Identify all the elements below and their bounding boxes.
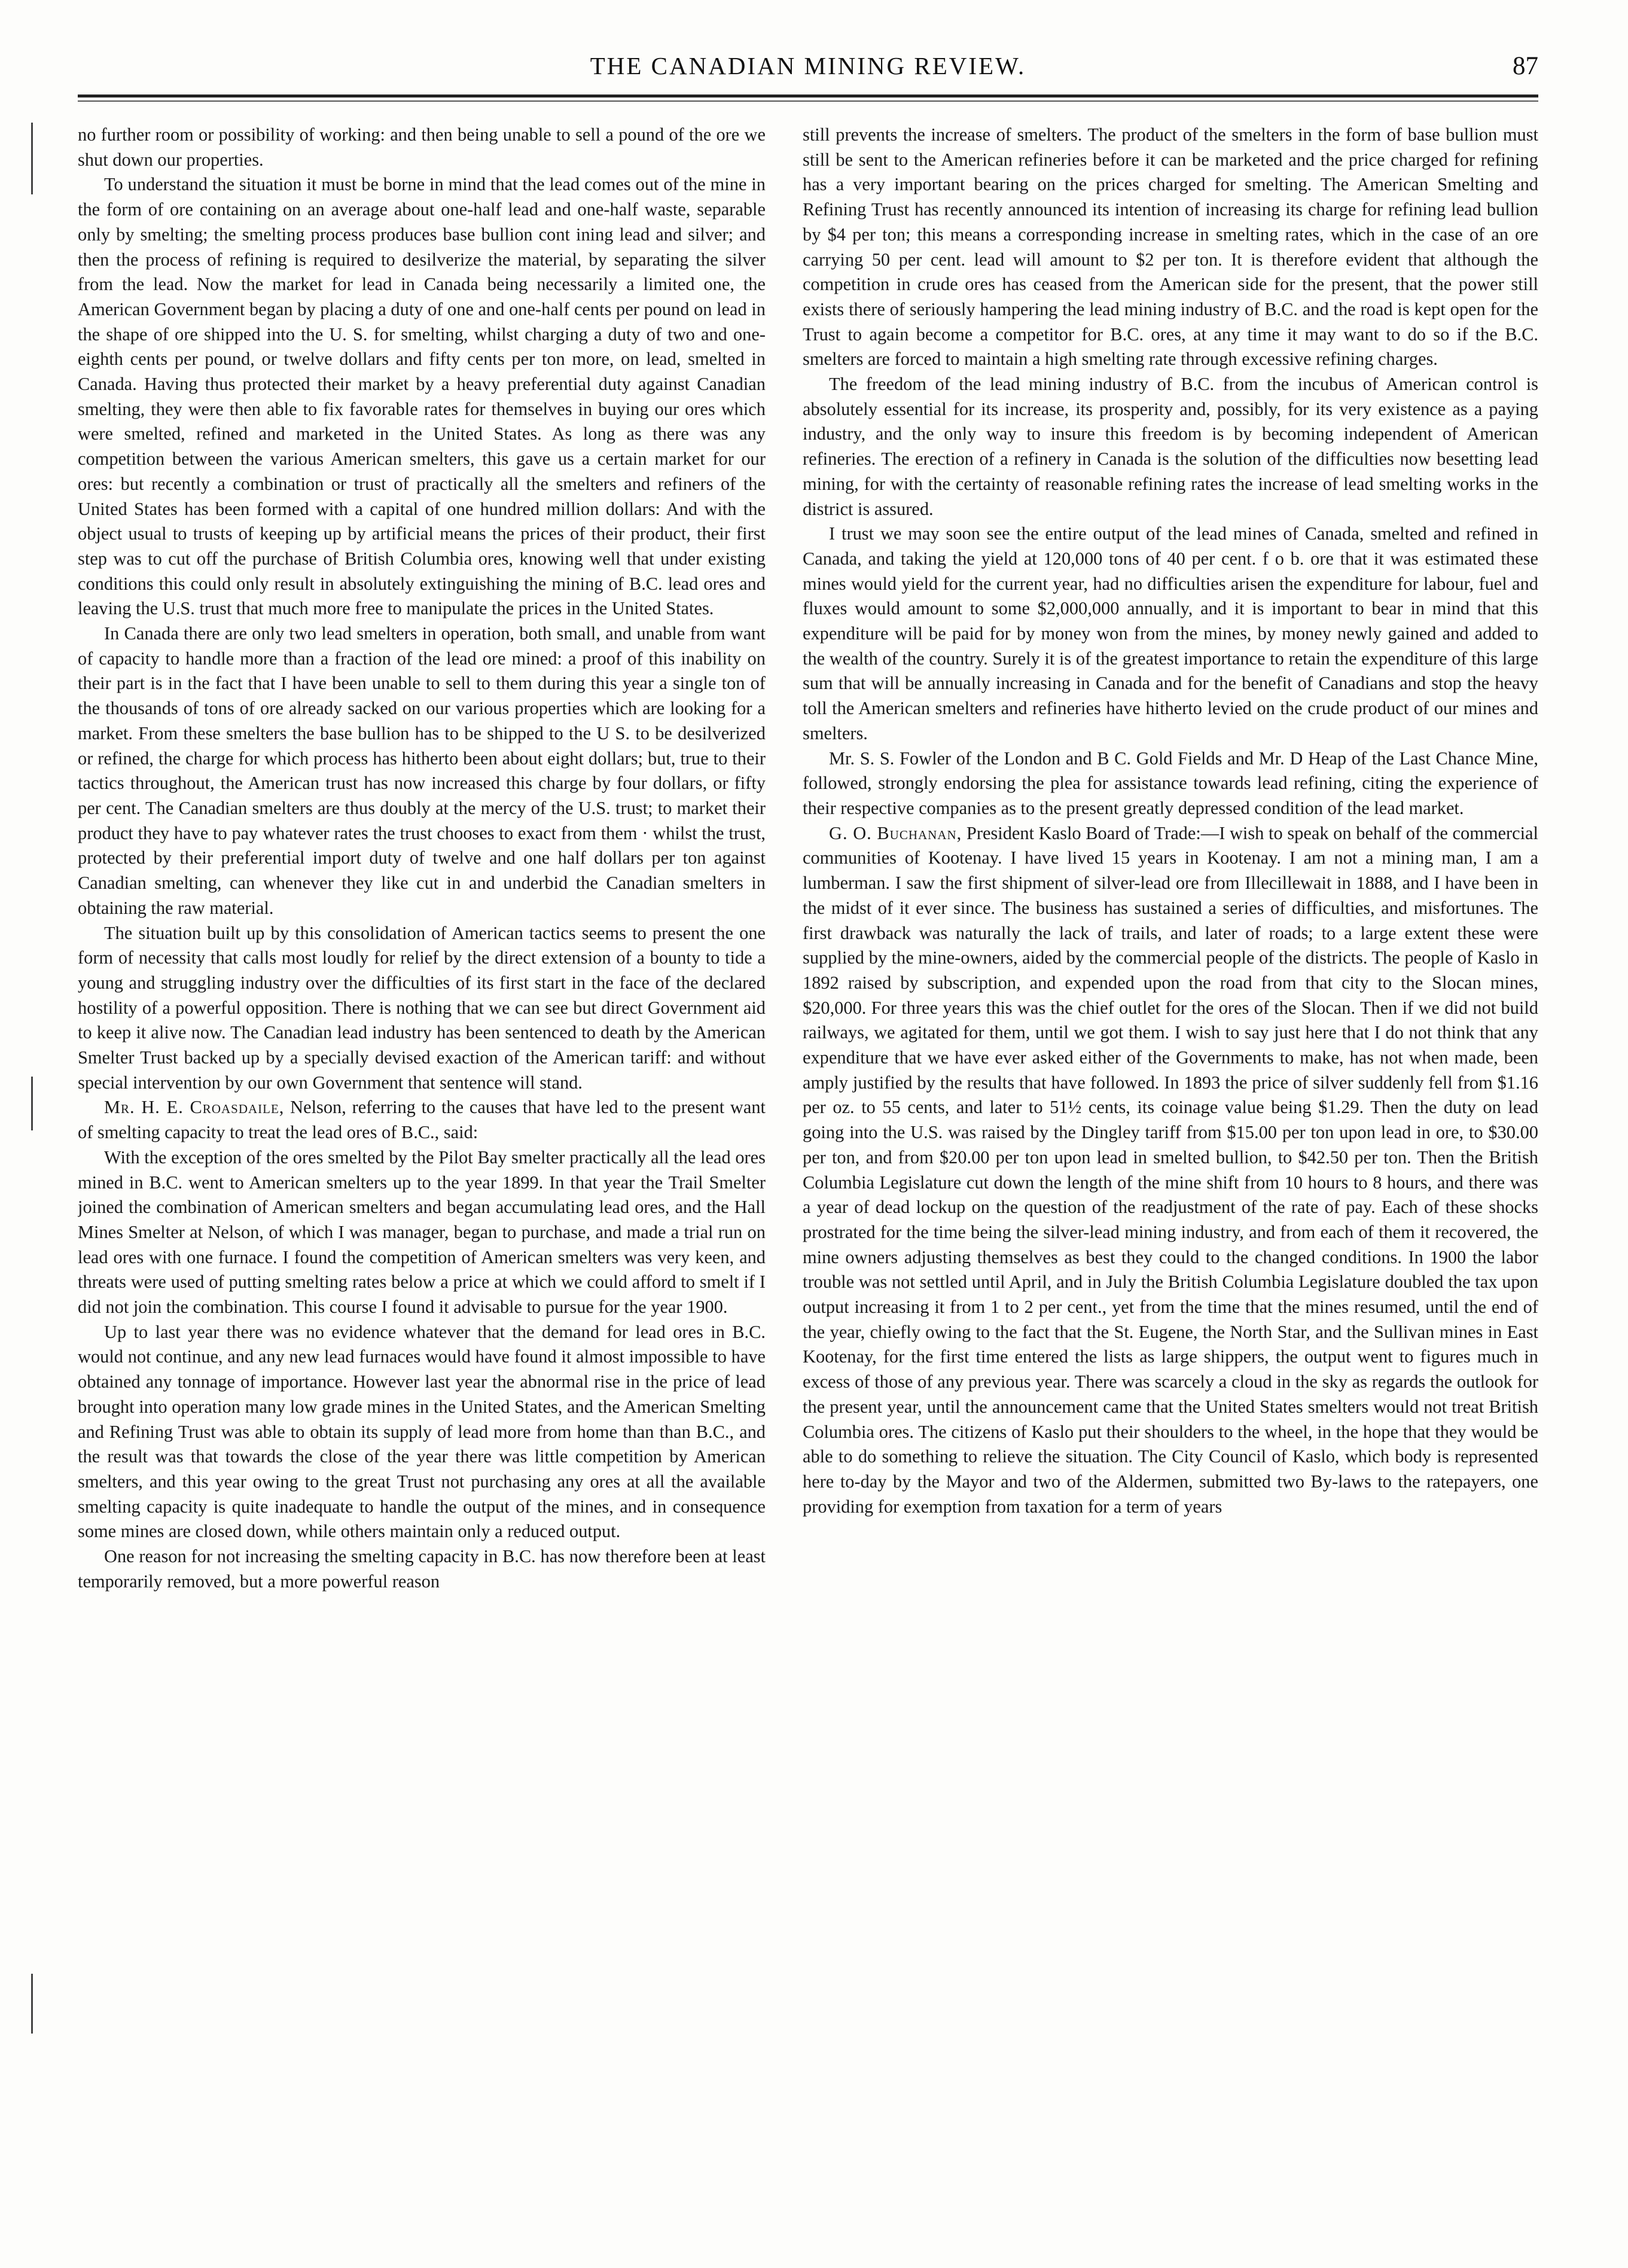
speaker-name: G. O. Buchanan, — [829, 822, 962, 843]
paragraph — [78, 1095, 766, 1145]
paragraph-text: President Kaslo Board of Trade:—I wish to speak on behalf of the commercial communities of Kootenay. I have lived 15 years in Kootenay. I am not a mining man, I am a lumberman. I saw the first shipment of silver-lead ore from Illecillewait in 1888, and I have been in the midst of it ever since. The business has sustained a series of difficulties, and misfortunes. The first drawback was naturally the lack of trails, and later of roads; to a large extent these were supplied by the mine-owners, aided by the commercial people of the districts. The people of Kaslo in 1892 raised by subscription, and expended upon the road from that city to the Slocan mines, $20,000. For three years this was the chief outlet for the ores of the Slocan. Then if we did not build railways, we agitated for them, until we got them. I wish to say just here that I do not think that any expenditure that we have ever asked either of the Governments to make, has not when made, been amply justified by the results that have followed. In 1893 the price of silver suddenly fell from $1.16 per oz. to 55 cents, and later to 51½ cents, its coinage value being $1.29. Then the duty on lead going into the U.S. was raised by the Dingley tariff from $15.00 per ton upon lead in ore, to $30.00 per ton, and from $20.00 per ton upon lead in smelted bullion, to $42.50 per ton. Then the British Columbia Legislature cut down the length of the mine shift from 10 hours to 8 hours, and there was a year of dead lockup on the question of the readjustment of the rate of pay. Each of these shocks prostrated for the time being the silver-lead mining industry, and from each of them it recovered, the mine owners adjusting themselves as best they could to the changed conditions. In 1900 the labor trouble was not settled until April, and in July the British Columbia Legislature doubled the tax upon output increasing it from 1 to 2 per cent., yet from the time that the mines resumed, until the end of the year, chiefly owing to the fact that the St. Eugene, the North Star, and the Sullivan mines in East Kootenay, for the first time entered the lists as large shippers, the output went to figures much in excess of those of any previous year. There was scarcely a cloud in the sky as regards the outlook for the present year, until the announcement came that the United States smelters would not treat British Columbia ores. The citizens of Kaslo put their shoulders to the wheel, in the hope that they would be able to do something to relieve the situation. The City Council of Kaslo, which body is represented here to-day by the Mayor and two of the Aldermen, submitted two By-laws to the ratepayers, one providing for exemption from taxation for a term of years — [803, 822, 1538, 1517]
paragraph — [803, 821, 1538, 1520]
masthead-title: THE CANADIAN MINING REVIEW. — [590, 52, 1026, 80]
right-column — [803, 123, 1538, 2234]
paragraph: Mr. S. S. Fowler of the London and B C. Gold Fields and Mr. D Heap of the Last Chance Mine, followed, strongly endorsing the plea for assistance towards lead refining, citing the experience of their respective companies as to the present greatly depressed condition of the lead market. — [803, 748, 1538, 818]
paragraph: Up to last year there was no evidence whatever that the demand for lead ores in B.C. would not continue, and any new lead furnaces would have found it almost impossible to have obtained any tonnage of importance. However last year the abnormal rise in the price of lead brought into operation many low grade mines in the United States, and the American Smelting and Refining Trust was able to obtain its supply of lead more from home than than B.C., and the result was that towards the close of the year there was little competition by American smelters, and this year owing to the great Trust not purchasing any ores at all the available smelting capacity is quite inadequate to handle the output of the mines, and in consequence some mines are closed down, while others maintain only a reduced output. — [78, 1321, 766, 1542]
page-header — [78, 43, 1538, 91]
header-rule — [78, 94, 1538, 97]
margin-mark — [31, 1974, 33, 2034]
paragraph: To understand the situation it must be borne in mind that the lead comes out of the mine in the form of ore containing on an average about one-half lead and one-half waste, separable only by smelting; the smelting process produces base bullion cont ining lead and silver; and then the process of refining is required to desilverize the material, by separating the silver from the lead. Now the market for lead in Canada being necessarily a limited one, the American Government began by placing a duty of one and one-half cents per pound on lead in the shape of ore shipped into the U. S. for smelting, whilst charging a duty of two and one-eighth cents per pound, or twelve dollars and fifty cents per ton more, on lead, smelted in Canada. Having thus protected their market by a heavy preferential duty against Canadian smelting, they were then able to fix favorable rates for themselves in buying our ores which were smelted, refined and marketed in the United States. As long as there was any competition between the various American smelters, this gave us a certain market for our ores: but recently a combination or trust of practically all the smelters and refiners of the United States has been formed with a capital of one hundred million dollars: And with the object usual to trusts of keeping up by artificial means the prices of their product, their first step was to cut off the purchase of British Columbia ores, knowing well that under existing conditions this could only result in absolutely extinguishing the mining of B.C. lead ores and leaving the U.S. trust that much more free to manipulate the prices in the United States. — [78, 174, 766, 619]
page-number: 87 — [1513, 52, 1538, 80]
paragraph: One reason for not increasing the smelting capacity in B.C. has now therefore been at least temporarily removed, but a more powerful reason — [78, 1546, 766, 1592]
margin-mark — [31, 1077, 33, 1130]
header-rule-thin — [78, 100, 1538, 102]
paragraph-text: Nelson, referring to the causes that have led to the present want of smelting capacity to treat the lead ores of B.C., said: — [78, 1097, 766, 1143]
speaker-name: Mr. H. E. Croasdaile, — [104, 1097, 285, 1118]
paragraph: The freedom of the lead mining industry of B.C. from the incubus of American control is absolutely essential for its increase, its prosperity and, possibly, for its very existence as a paying industry, and the only way to insure this freedom is by becoming independent of American refineries. The erection of a refinery in Canada is the solution of the difficulties now besetting lead mining, for with the certainty of reasonable refining rates the increase of lead smelting works in the district is assured. — [803, 374, 1538, 519]
paragraph: I trust we may soon see the entire output of the lead mines of Canada, smelted and refined in Canada, and taking the yield at 120,000 tons of 40 per cent. f o b. ore that it was estimated these mines would yield for the current year, had no difficulties arisen the expenditure for labour, fuel and fluxes would amount to some $2,000,000 annually, and it is important to bear in mind that this expenditure will be paid for by money won from the mines, by money newly gained and added to the wealth of the country. Surely it is of the greatest importance to retain the expenditure of this large sum that will be annually increasing in Canada and for the benefit of Canadians and stop the heavy toll the American smelters and refineries have hitherto levied on the crude product of our mines and smelters. — [803, 523, 1538, 743]
paragraph: The situation built up by this consolidation of American tactics seems to present the one form of necessity that calls most loudly for relief by the direct extension of a bounty to tide a young and struggling industry over the difficulties of its first start in the face of the declared hostility of a powerful opposition. There is nothing that we can see but direct Government aid to keep it alive now. The Canadian lead industry has been sentenced to death by the American Smelter Trust backed up by a specially devised exaction of the American tariff: and without special intervention by our own Government that sentence will stand. — [78, 922, 766, 1093]
paragraph: In Canada there are only two lead smelters in operation, both small, and unable from want of capacity to handle more than a fraction of the lead ore mined: a proof of this inability on their part is in the fact that I have been unable to sell to them during this year a single ton of the thousands of tons of ore already sacked on our various properties which are looking for a market. From these smelters the base bullion has to be shipped to the U S. to be desilverized or refined, the charge for which process has hitherto been about eight dollars; but, true to their tactics throughout, the American trust has now increased this charge by four dollars, or fifty per cent. The Canadian smelters are thus doubly at the mercy of the U.S. trust; to market their product they have to pay whatever rates the trust chooses to exact from them · whilst the trust, protected by their preferential import duty of twelve and one half dollars per ton against Canadian smelting, can whenever they like cut in and underbid the Canadian smelters in obtaining the raw material. — [78, 623, 766, 918]
paragraph: With the exception of the ores smelted by the Pilot Bay smelter practically all the lead ores mined in B.C. went to American smelters up to the year 1899. In that year the Trail Smelter joined the combination of American smelters and began accumulating lead ores, and the Hall Mines Smelter at Nelson, of which I was manager, began to purchase, and made a trial run on lead ores with one furnace. I found the competition of American smelters was very keen, and threats were used of putting smelting rates below a price at which we could afford to smelt if I did not join the combination. This course I found it advisable to pursue for the year 1900. — [78, 1147, 766, 1318]
left-column — [78, 123, 766, 2234]
paragraph: still prevents the increase of smelters. The product of the smelters in the form of base bullion must still be sent to the American refineries before it can be marketed and the price charged for refining has a very important bearing on the prices charged for smelting. The American Smelting and Refining Trust has recently announced its intention of increasing its charge for refining lead bullion by $4 per ton; this means a corresponding increase in smelting rates, which in the case of an ore carrying 50 per cent. lead will amount to $2 per ton. It is therefore evident that although the competition in crude ores has ceased from the American side for the present, that the power still exists there of seriously hampering the lead mining industry of B.C. and the road is kept open for the Trust to again become a competitor for B.C. ores, at any time it may want to do so if the B.C. smelters are forced to maintain a high smelting rate through excessive refining charges. — [803, 124, 1538, 370]
paragraph: no further room or possibility of working: and then being unable to sell a pound of the ore we shut down our properties. — [78, 124, 766, 170]
margin-mark — [31, 123, 33, 194]
